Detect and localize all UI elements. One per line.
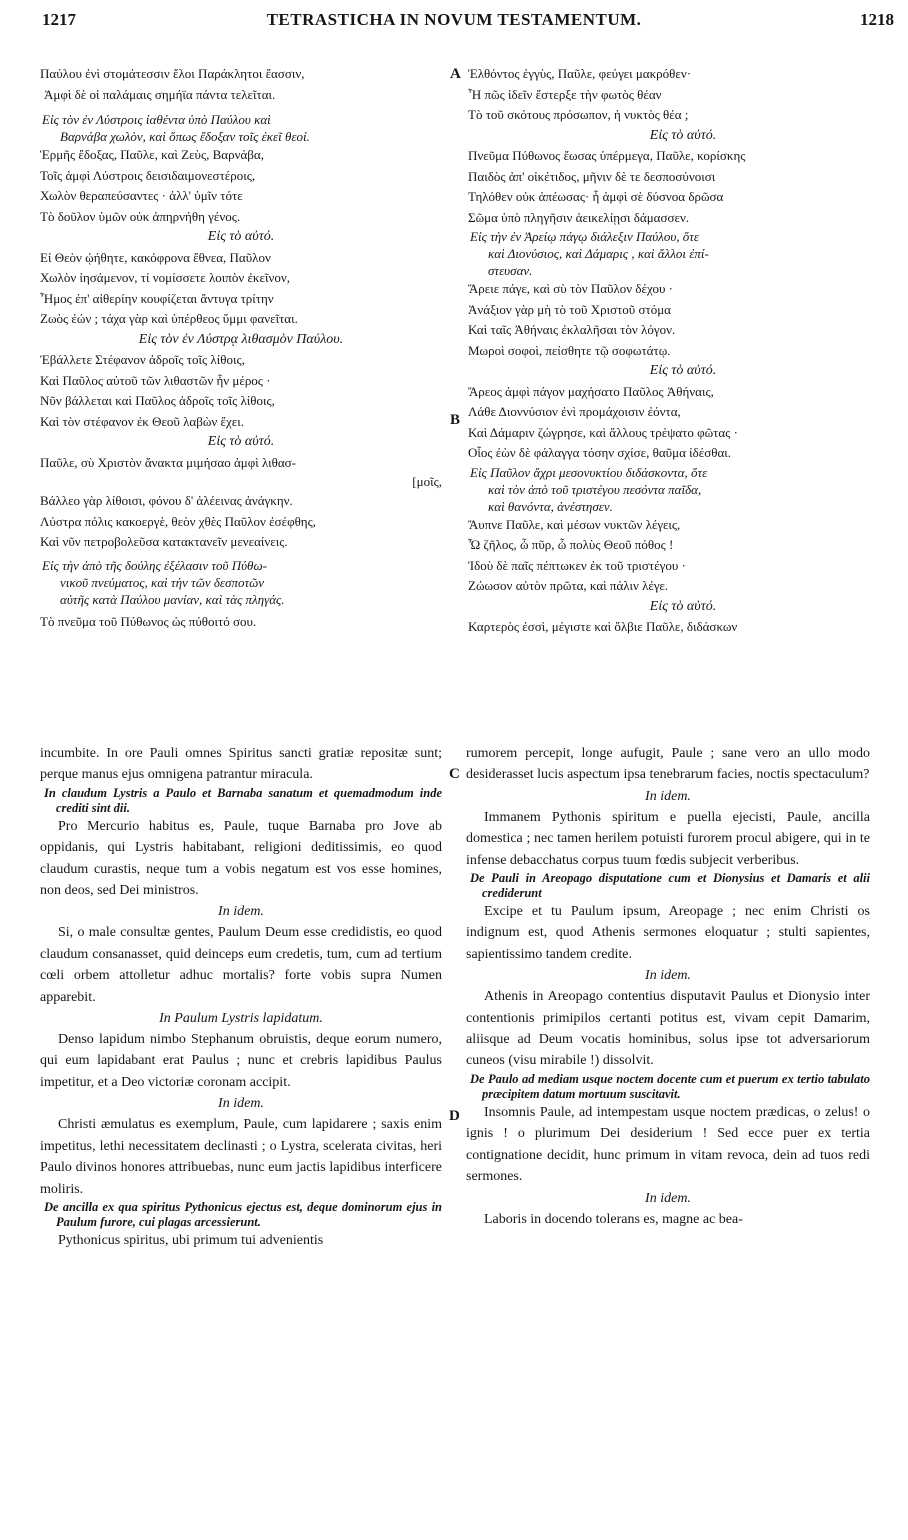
paragraph: rumorem percepit, longe aufugit, Paule ; sane vero an ullo modo desiderasset lucis aspectum ipsa tenebrarum facies, noctis spectaculum? [466,746,870,783]
paragraph: Excipe et tu Paulum ipsum, Areopage ; nec enim Christi os indignum est, quod Athenis sermones eloquatur ; stulti sapientes, sapientissimo tandem credite. [466,904,870,962]
latin-column-right [466,743,870,1230]
verse-line: Λύστρα πόλις κακοεργὲ, θεὸν χθὲς Παῦλον ἐσέφθης, [40,513,316,529]
section-heading: In idem. [645,788,691,804]
verse-line: Ἰδοὺ δὲ παῖς πέπτωκεν ἐκ τοῦ τριστέγου · [468,557,686,573]
verse-line: Σῶμα ὑπὸ πληγῆσιν ἀεικελίῃσι δάμασσεν. [468,209,690,225]
section-heading: In Paulum Lystris lapidatum. [159,1011,323,1027]
greek-column-right [468,64,898,638]
latin-column-left [40,743,442,1251]
section-heading: Εἰς τὸν ἐν Λύστρᾳ λιθασμὸν Παύλου. [138,331,344,347]
verse-line: Ἀνάξιον γὰρ μὴ τὸ τοῦ Χριστοῦ στόμα [468,301,671,317]
verse-line: Ἐβάλλετε Στέφανον ἀδροῖς τοῖς λίθοις, [40,352,245,367]
verse-line: Καὶ ταῖς Ἀθήναις ἐκλαλῆσαι τὸν λόγον. [468,322,676,337]
greek-column-left [40,64,442,632]
verse-line: Χωλὸν θεραπεύσαντες · ἀλλ' ὑμῖν τότε [40,188,243,203]
verse-line: Καὶ νῦν πετροβολεῦσα κατακτανεῖν μενεαίνεις. [40,534,288,549]
verse-line: Καὶ Παῦλος αὐτοῦ τῶν λιθαστῶν ἦν μέρος · [40,372,271,388]
section-heading: In idem. [218,904,264,920]
section-title: Εἰς τὴν ἐν Ἀρείῳ πάγῳ διάλεξιν Παύλου, ὅτε καὶ Διονύσιος, καὶ Δάμαρις , καὶ ἄλλοι ἐπί- στευσαν. [470,229,709,278]
verse-line: Τὸ τοῦ σκότους πρόσωπον, ἡ νυκτὸς θέα ; [468,107,689,122]
verse-line: Τοῖς ἀμφὶ Λύστροις δεισιδαιμονεστέροις, [40,167,256,183]
verse-line: Καὶ τὸν στέφανον ἐκ Θεοῦ λαβὼν ἔχει. [40,413,244,429]
section-title: Εἰς τὴν ἀπὸ τῆς δούλης ἐξέλασιν τοῦ Πύθω- νικοῦ πνεύματος, καὶ τὴν τῶν δεσποτῶν αὐτῆς κατὰ Παύλου μανίαν, καὶ τὰς πληγάς. [42,557,285,607]
verse-line: Παύλου ἐνὶ στομάτεσσιν ἔλοι Παράκλητοι ἔασσιν, [40,66,305,81]
section-title: Εἰς Παῦλον ἄχρι μεσονυκτίου διδάσκοντα, ὅτε καὶ τὸν ἀπὸ τοῦ τριστέγου πεσόντα παῖδα, καὶ θανόντα, ἀνέστησεν. [470,464,708,514]
verse-line: Ἄυπνε Παῦλε, καὶ μέσων νυκτῶν λέγεις, [468,516,681,532]
verse-continuation: [μοῖς, [412,474,442,489]
verse-line: Ζωὸς ἐών ; τάχα γὰρ καὶ ὑπέρθεος ὕμμι φανεῖται. [40,311,298,326]
section-title: De ancilla ex qua spiritus Pythonicus ejectus est, deque dominorum ejus in Paulum furore, cui plagas arcessierunt. [44,1199,442,1229]
section-heading: Εἰς τὸ αὐτό. [207,229,275,244]
verse-line: Οἷος ἐὼν δὲ φάλαγγα τόσην σχίσε, θαῦμα ἰδέσθαι. [468,445,732,460]
paragraph: Christi æmulatus es exemplum, Paule, cum lapidarere ; saxis enim impetitus, lethi necessitatem declinasti ; o Lystra, scelerata civitas, heri Paulo divinos honores attribuebas, nunc eum jactis lapidibus interficere moliris. [40,1117,442,1197]
paragraph: Pythonicus spiritus, ubi primum tui advenientis [58,1232,324,1248]
verse-line: Παῦλε, σὺ Χριστὸν ἄνακτα μιμήσαο ἀμφὶ λιθασ- [40,454,297,470]
verse-line: Καὶ Δάμαριν ζώγρησε, καὶ ἄλλους τρέψατο φῶτας · [468,424,738,440]
paragraph: Pro Mercurio habitus es, Paule, tuque Barnaba pro Jove ab oppidanis, qui Lystris habitabant, religioni deditissimis, eo quod claudum curastis, neque tum a vobis negatum est vos esse homines, non deos, sed Dei ministros. [40,818,442,899]
paragraph: Laboris in docendo tolerans es, magne ac bea- [484,1211,743,1227]
verse-line: Ἐλθόντος ἐγγὺς, Παῦλε, φεύγει μακρόθεν· [468,66,692,81]
paragraph: Insomnis Paule, ad intempestam usque noctem prædicas, o zelus! o ignis ! o plurimum Dei desiderium ! Sed ecce puer ex tertia contignatione decidit, hunc primum in vitam revoca, dein ad tuos redi sermones. [466,1104,870,1185]
verse-line: Ἄρεος ἀμφὶ πάγον μαχήσατο Παῦλος Ἀθήναις, [468,383,714,399]
section-heading: Εἰς τὸ αὐτό. [207,434,275,449]
running-header [0,0,908,40]
verse-line: Παιδὸς ἀπ' οἰκέτιδος, μῆνιν δὲ τε δεσποσύνοισι [468,168,716,184]
verse-line: Νῦν βάλλεται καὶ Παῦλος ἀδροῖς τοῖς λίθοις, [40,393,275,408]
section-heading: Εἰς τὸ αὐτό. [649,363,717,378]
section-heading: Εἰς τὸ αὐτό. [649,598,717,614]
paragraph: Immanem Pythonis spiritum e puella ejecisti, Paule, ancilla domestica ; nec tamen herilem potuisti furorem procul abigere, qui in te infense debacchatus corpus tuum fœdis subjecit verberibus. [466,809,870,868]
right-column-number: 1218 [860,10,894,29]
verse-line: Ἀμφὶ δὲ οἱ παλάμαις σημήϊα πάντα τελεῖται. [44,86,276,102]
margin-letter-a: A [450,66,461,82]
section-title: Εἰς τὸν ἐν Λύστροις ἰαθέντα ὑπὸ Παύλου καὶ Βαρνάβα χωλὸν, καὶ ὅπως ἔδοξαν τοῖς ἐκεῖ θεοί. [42,112,310,144]
verse-line: Χωλὸν ἰησάμενον, τί νομίσσετε λοιπὸν ἐκεῖνον, [40,270,290,285]
verse-line: Ἑρμῆς ἔδοξας, Παῦλε, καὶ Ζεὺς, Βαρνάβα, [40,147,264,162]
section-heading: In idem. [645,968,691,984]
section-heading: In idem. [645,1190,691,1206]
verse-line: Πνεῦμα Πύθωνος ἔωσας ὑπέρμεγα, Παῦλε, κορίσκης [468,148,746,163]
section-title: De Paulo ad mediam usque noctem docente cum et puerum ex tertio tabulato præcipitem datum mortuum suscitavit. [470,1071,870,1101]
verse-line: Ἄρειε πάγε, καὶ σὺ τὸν Παῦλον δέχου · [468,281,673,296]
section-title: In claudum Lystris a Paulo et Barnaba sanatum et quemadmodum inde crediti sint dii. [44,785,442,815]
verse-line: Ἦ πῶς ἰδεῖν ἔστερξε τὴν φωτὸς θέαν [468,86,662,102]
verse-line: Καρτερὸς ἐσσὶ, μέγιστε καὶ ὄλβιε Παῦλε, διδάσκων [468,619,738,634]
verse-line: Μωροὶ σοφοὶ, πείσθητε τῷ σοφωτάτῳ. [468,342,671,358]
margin-letter-b: B [450,412,461,428]
running-title: TETRASTICHA IN NOVUM TESTAMENTUM. [266,10,642,29]
verse-line: Λάθε Διοννύσιον ἐνὶ προμάχοισιν ἐόντα, [468,404,681,419]
paragraph: Denso lapidum nimbo Stephanum obruistis, deque eorum numero, qui eum lapidabant erat Paulus ; nunc et crebris lapidibus Paulus impetitur, et a Deo victoriæ coronam accipit. [40,1032,442,1090]
section-title: De Pauli in Areopago disputatione cum et Dionysius et Damaris et alii crediderunt [470,871,870,901]
verse-line: Τὸ δοῦλον ὑμῶν οὐκ ἀπηρνήθη γένος. [40,208,241,224]
verse-line: Τηλόθεν οὐκ ἀπέωσας· ἧ ἀμφὶ σὲ δύσνοα δρῶσα [468,189,724,204]
verse-line: Εἰ Θεὸν ῴήθητε, κακόφρονα ἔθνεα, Παῦλον [40,249,271,265]
paragraph: Si, o male consultæ gentes, Paulum Deum esse credidistis, eo quod claudum consanasset, quid deinceps eum credetis, tum, cum ad tertium cœli orbem attolletur adhuc mortalis? forte vobis supra Numen apparebit. [40,925,442,1005]
margin-letter-d: D [449,1108,460,1124]
verse-line: Βάλλεο γὰρ λίθοισι, φόνου δ' ἀλέεινας ἀνάγκην. [40,493,293,508]
verse-line: Ζώωσον αὐτὸν πρῶτα, καὶ πάλιν λέγε. [468,578,669,593]
paragraph: incumbite. In ore Pauli omnes Spiritus sancti gratiæ repositæ sunt; perque manus ejus omnigena patrantur miracula. [40,746,442,783]
verse-line: Ἦμος ἐπ' αἰθερίην κουφίζεται ἄντυγα τρίτην [40,290,274,306]
margin-letter-c: C [449,766,460,782]
verse-line: Τὸ πνεῦμα τοῦ Πύθωνος ὡς πύθοιτό σου. [40,613,257,629]
section-heading: Εἰς τὸ αὐτό. [649,127,717,143]
section-heading: In idem. [218,1096,264,1112]
left-column-number: 1217 [42,10,76,29]
paragraph: Athenis in Areopago contentius disputavit Paulus et Dionysio inter contentionis primipilos certanti potitus est, vivam cepit Damarim, aliisque ad Deum vocatis hominibus, solus ipse tot adversariorum cuneos (visu mirabile !) dissolvit. [466,989,870,1069]
verse-line: Ὦ ζῆλος, ὦ πῦρ, ὦ πολὺς Θεοῦ πόθος ! [468,537,674,552]
